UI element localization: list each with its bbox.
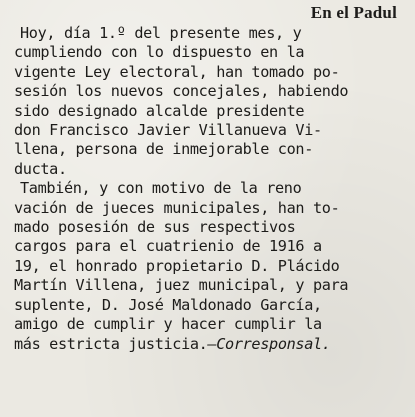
text-line: suplente, D. José Maldonado García,	[14, 295, 322, 314]
text-line: cargos para el cuatrienio de 1916 a	[14, 237, 322, 256]
article-body	[14, 24, 410, 354]
article-heading: En el Padul	[310, 3, 397, 22]
text-line: 19, el honrado propietario D. Plácido	[14, 256, 340, 275]
text-line: ducta.	[14, 159, 67, 178]
text-line: amigo de cumplir y hacer cumplir la	[14, 315, 322, 334]
text-line: vigente Ley electoral, han tomado po-	[14, 62, 340, 81]
text-line: mado posesión de sus respectivos	[14, 218, 296, 237]
text-line: También, y con motivo de la reno	[20, 179, 302, 198]
text-line-last	[14, 335, 410, 354]
correspondent-signature: —Corresponsal.	[207, 334, 331, 353]
text-line: don Francisco Javier Villanueva Vi-	[14, 121, 322, 140]
text-line: vación de jueces municipales, han to-	[14, 198, 340, 217]
paragraph-2	[14, 179, 410, 354]
text-line: Martín Villena, juez municipal, y para	[14, 276, 349, 295]
text-line: sido designado alcalde presidente	[14, 101, 305, 120]
text-line: cumpliendo con lo dispuesto en la	[14, 43, 305, 62]
text-line: Hoy, día 1.º del presente mes, y	[20, 24, 302, 42]
text-line: sesión los nuevos concejales, habiendo	[14, 82, 349, 101]
paragraph-1	[14, 24, 410, 179]
text-line: llena, persona de inmejorable con-	[14, 140, 313, 159]
text-line-content: más estricta justicia.	[14, 334, 208, 353]
